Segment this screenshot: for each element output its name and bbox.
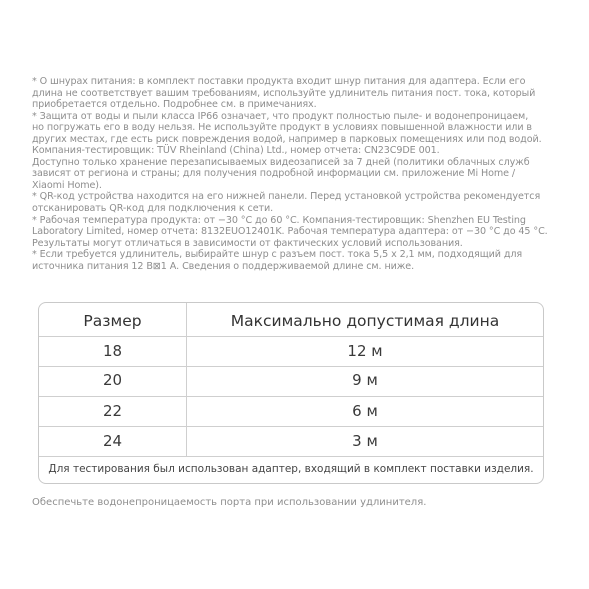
cell-length: 12 м [347, 342, 383, 360]
cable-length-table [38, 302, 544, 484]
header-max-length: Максимально допустимая длина [230, 312, 500, 330]
note-line: длина не соответствует вашим требованиям, используйте удлинитель питания пост. тока, который [32, 87, 536, 99]
note-line: Результаты могут отличаться в зависимости от фактических условий использования. [32, 237, 463, 249]
note-line: Компания-тестировщик: TÜV Rheinland (China) Ltd., номер отчета: CN23C9DE 001. [32, 145, 440, 157]
table-row [39, 342, 543, 372]
cell-size: 18 [102, 342, 123, 360]
cell-size: 20 [102, 371, 123, 389]
row-divider [39, 366, 543, 367]
note-line: других местах, где есть риск повреждения водой, например в парковых помещениях или под водой. [32, 133, 542, 145]
cell-size: 24 [102, 432, 123, 450]
cell-length: 6 м [352, 402, 378, 420]
cell-size: 22 [102, 402, 123, 420]
note-line: отсканировать QR-код для подключения к сети. [32, 203, 274, 215]
table-row [39, 402, 543, 432]
row-divider [39, 396, 543, 397]
cell-length: 3 м [352, 432, 378, 450]
note-line: приобретается отдельно. Подробнее см. в примечаниях. [32, 99, 317, 111]
note-line: * Рабочая температура продукта: от −30 °C до 60 °C. Компания-тестировщик: Shenzhen EU Testing [32, 214, 526, 226]
note-line: Xiaomi Home). [32, 179, 102, 191]
note-line: Laboratory Limited, номер отчета: 8132EUO12401K. Рабочая температура адаптера: от −30 °C до 45 °C. [32, 226, 548, 238]
note-line: * Защита от воды и пыли класса IP66 означает, что продукт полностью пыле- и водонепроницаем, [32, 110, 529, 122]
row-divider [39, 426, 543, 427]
row-divider [39, 336, 543, 337]
note-line: * О шнурах питания: в комплект поставки продукта входит шнур питания для адаптера. Если его [32, 76, 526, 87]
notes-block [32, 76, 562, 272]
note-line: * Если требуется удлинитель, выбирайте шнур с разъем пост. тока 5,5 x 2,1 мм, подходящий для [32, 249, 523, 261]
table-row [39, 432, 543, 462]
note-line: но погружать его в воду нельзя. Не используйте продукт в условиях повышенной влажности или в [32, 122, 532, 134]
cell-length: 9 м [352, 371, 378, 389]
row-divider [39, 456, 543, 457]
bottom-note: Обеспечьте водонепроницаемость порта при использовании удлинителя. [32, 497, 427, 508]
table-header-row [39, 312, 543, 342]
header-size: Размер [83, 312, 142, 330]
note-line: * QR-код устройства находится на его нижней панели. Перед установкой устройства рекомендуется [32, 191, 541, 203]
note-line: зависят от региона и страны; для получения подробной информации см. приложение Mi Home / [32, 168, 516, 180]
note-line: Доступно только хранение перезаписываемых видеозаписей за 7 дней (политики облачных служб [32, 156, 530, 168]
table-footer-note: Для тестирования был использован адаптер, входящий в комплект поставки изделия. [48, 463, 534, 475]
note-line: источника питания 12 В⊠1 А. Сведения о поддерживаемой длине см. ниже. [32, 260, 415, 272]
